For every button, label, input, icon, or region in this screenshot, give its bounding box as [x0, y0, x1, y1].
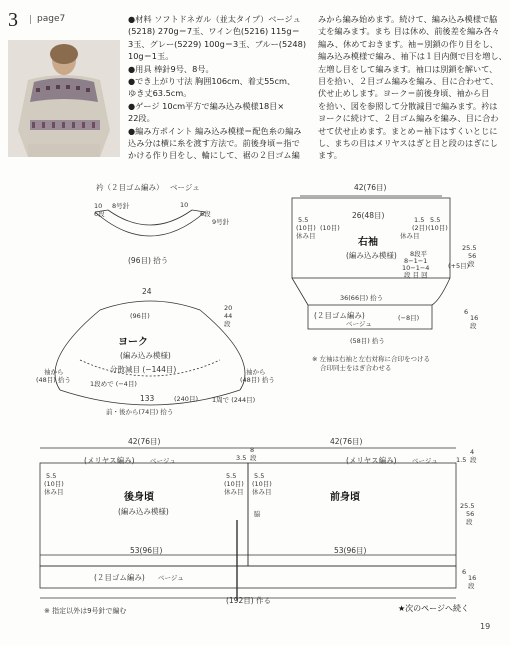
yoke-round-right: 1周で (244目) [212, 396, 256, 404]
sleeve-note2: 合印同士をはぎ合わせる [320, 364, 392, 372]
sleeve-cuff-a: 6 [464, 308, 469, 316]
front-left-c: 休み目 [252, 488, 272, 496]
back-title: 後身頃 [124, 492, 154, 503]
sleeve-center: 26(48目) [352, 211, 385, 220]
front-side-b: 56 [466, 510, 475, 518]
front-rib-color: ベージュ [412, 457, 438, 465]
sleeve-rib-color: ベージュ [346, 320, 372, 328]
back-rib-color2: ベージュ [158, 574, 184, 582]
sleeve-inc1: 8段平 [410, 250, 428, 258]
yoke-width: 24 [142, 287, 152, 296]
sleeve-side-b: 56 [468, 252, 477, 260]
back-rib-color: ベージュ [150, 457, 176, 465]
sleeve-bottom: (58目) 拾う [350, 337, 385, 345]
collar-left-top: 10 [94, 202, 103, 210]
materials-line: ●編み方ポイント 編み込み模様＝配色糸の編み [128, 125, 302, 136]
instructions-line: し、まちの目はメリヤスはぎと目と段のはぎにし [318, 138, 498, 149]
sleeve-top-right-c: (10目) [428, 224, 448, 232]
sleeve-side-c: 段 [468, 260, 475, 268]
instructions-line: 左増し目をして編みます。袖口は別鎖を解いて、 [318, 63, 498, 74]
instructions-line: 編み込み模様で編み、袖下は１目内側で目を増し、 [318, 51, 507, 62]
yoke-pattern: (編み込み模様) [120, 351, 171, 360]
instructions-line: を拾い、図を参照して分散減目で編みます。衿は [318, 100, 498, 111]
instructions-line: ます。 [318, 150, 342, 161]
back-right-e: (10目) [224, 480, 244, 488]
back-right-c: 段 [250, 454, 257, 462]
yoke-count: 133 [140, 394, 155, 403]
back-right-d: 5.5 [226, 472, 237, 480]
front-bottom: 53(96目) [334, 546, 367, 555]
yoke-round1: 1段めで (−4目) [90, 380, 137, 388]
sleeve-top-left: 5.5 [298, 216, 309, 224]
instructions-line: 編み、休めておきます。袖＝別鎖の作り目をし、 [318, 38, 498, 49]
materials-line: 込み分は横に糸を渡す方法で。前後身頃＝指で [128, 138, 300, 149]
materials-line: ●でき上がり寸法 胸囲106cm、着丈55cm、 [128, 76, 296, 87]
sleeve-note1: ※ 左袖は右袖と左右対称に合印をつける [312, 355, 431, 363]
back-width: 42(76目) [128, 437, 161, 446]
instructions-line: みから編み始めます。続けて、編み込み模様で脇 [318, 14, 498, 24]
yoke-right-a: 20 [224, 304, 233, 312]
sleeve-rib-label: (２目ゴム編み) [314, 311, 365, 320]
sleeve-title: 右袖 [358, 237, 378, 248]
sleeve-pattern: (編み込み模様) [346, 251, 397, 260]
materials-line: ●用具 棒針9号、8号。 [128, 63, 214, 74]
sleeve-inc4: 段 目 回 [404, 271, 428, 279]
instructions-line: 丈を編みます。まち 目は休め、前後差を編み各々 [318, 26, 500, 37]
sleeve-rest-left: 休み目 [296, 232, 316, 240]
body-total: (192目) 作る [226, 596, 272, 605]
front-side-c: 段 [466, 518, 473, 526]
back-left-b: (10目) [44, 480, 64, 488]
instructions-line: ヨークに続けて、２目ゴム編みを編み、目に合わ [318, 113, 499, 124]
sleeve-top-right-a: 1.5 [414, 216, 425, 224]
sleeve-inc2: 8−1−1 [404, 257, 428, 265]
collar-pickup: (96目) 拾う [128, 256, 169, 265]
front-right-c: 段 [470, 456, 477, 464]
back-right-a: 3.5 [236, 454, 247, 462]
front-side-a: 25.5 [460, 502, 475, 510]
front-right-b: 4 [470, 448, 475, 456]
back-bottom: 53(96目) [130, 546, 163, 555]
front-cuff-b: 16 [468, 574, 477, 582]
materials-line: 3玉、グレー(5229) 100g＝3玉、ブルー(5248) [128, 38, 307, 49]
page-number: 19 [480, 622, 491, 631]
sleeve-top-right-b: (2目) [412, 224, 428, 232]
sleeve-top-left-sts: (10目) [296, 224, 316, 232]
sleeve-decrease: (−8目) [398, 314, 420, 322]
back-pattern: (編み込み模様) [118, 507, 169, 516]
collar-color: ベージュ [170, 183, 200, 192]
collar-title: 衿（２目ゴム編み） [96, 183, 164, 192]
front-right-a: 1.5 [456, 456, 467, 464]
back-rib-top: (メリヤス編み) [84, 456, 135, 465]
yoke-front-back: 前・後から(74目) 拾う [106, 408, 174, 416]
instructions-line: 目を拾い、２目ゴム編みを編み、目に合わせて、 [318, 76, 499, 87]
back-side-mark: 脇 [254, 510, 261, 518]
sleeve-mid: 36(66目) 拾う [340, 294, 384, 302]
materials-line: かける作り目をし、輪にして、裾の２目ゴム編 [128, 150, 300, 161]
sleeve-top-right-d: 5.5 [430, 216, 441, 224]
front-rib-top: (メリヤス編み) [346, 456, 397, 465]
yoke-title: ヨーク [118, 337, 148, 348]
collar-needle-a: 8号針 [112, 202, 130, 210]
instructions-line: せて伏せ止めます。まとめ＝袖下はすくいとじに [318, 125, 498, 136]
sleeve-width: 42(76目) [354, 183, 387, 192]
sleeve-side-a: 25.5 [462, 244, 477, 252]
yoke-right-c: 段 [224, 320, 231, 328]
front-width: 42(76目) [330, 437, 363, 446]
materials-line: ●ゲージ 10cm平方で編み込み模様18目× [128, 100, 285, 111]
yoke-right-sleeve: 袖から [246, 368, 266, 376]
yoke-total: (240目) [174, 395, 198, 403]
materials-line: 10g＝1玉。 [128, 51, 174, 62]
collar-needle-b: 9号針 [212, 218, 230, 226]
sleeve-cuff-c: 段 [470, 322, 477, 330]
materials-line: ●材料 ソフトドネガル（並太タイプ）ベージュ [128, 14, 301, 24]
yoke-left-sleeve-sts: (48目) 拾う [36, 376, 71, 384]
collar-right-rows: 6段 [200, 210, 211, 218]
pattern-number: 3 [8, 9, 18, 31]
back-right-b: 8 [250, 446, 255, 454]
yoke-top-stitches: (96目) [130, 312, 150, 320]
back-left-c: 休み目 [44, 488, 64, 496]
materials-line: 22段。 [128, 113, 155, 124]
front-cuff-a: 6 [462, 568, 467, 576]
sleeve-cuff-b: 16 [470, 314, 479, 322]
materials-line: ゆき丈63.5cm。 [128, 88, 192, 99]
next-page-note: ★次のページへ続く [398, 604, 470, 613]
front-left-b: (10目) [252, 480, 272, 488]
yoke-right-sleeve-sts: (48目) 拾う [240, 376, 275, 384]
back-left-a: 5.5 [46, 472, 57, 480]
sleeve-inc3: 10−1−4 [402, 264, 430, 272]
collar-right-top: 10 [180, 201, 189, 209]
yoke-decrease: 分散減目 (−144目) [110, 365, 177, 374]
front-title: 前身頃 [330, 492, 360, 503]
materials-line: (5218) 270g＝7玉、ワイン色(5216) 115g＝ [128, 26, 300, 37]
sleeve-top-left-b: (10目) [320, 224, 340, 232]
collar-left-rows: 6段 [94, 210, 105, 218]
back-right-f: 休み目 [224, 488, 244, 496]
instructions-line: 伏せ止めします。ヨーク＝前後身頃、袖から目 [318, 88, 490, 99]
yoke-left-sleeve: 袖から [44, 368, 64, 376]
back-rib: (２目ゴム編み) [94, 573, 145, 582]
footnote: ※ 指定以外は9号針で編む [44, 607, 127, 615]
sleeve-rest-right: 休み目 [400, 232, 420, 240]
sleeve-inc-total: (+5目) [448, 262, 470, 270]
front-left-a: 5.5 [254, 472, 265, 480]
yoke-right-b: 44 [224, 312, 233, 320]
page-reference: page7 [30, 15, 65, 24]
front-cuff-c: 段 [468, 582, 475, 590]
